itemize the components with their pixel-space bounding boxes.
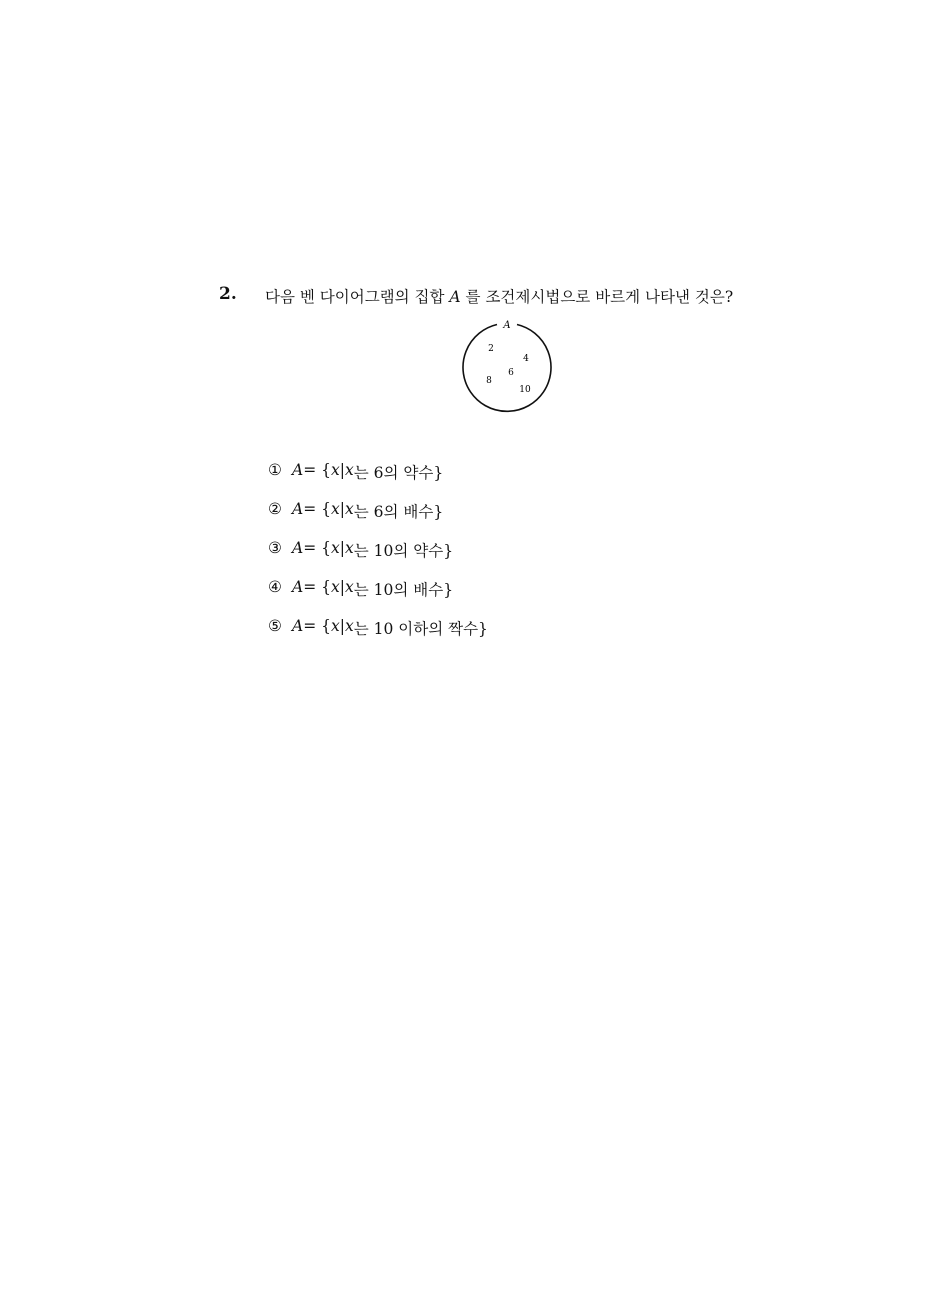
venn-diagram [455,315,561,421]
choice-bar: | [339,578,345,596]
choice-var: x [344,539,354,557]
choice-var: x [330,500,340,518]
choice-3[interactable] [268,539,488,578]
choice-set: A [292,500,304,518]
venn-circle [463,325,551,412]
venn-element: 4 [523,354,529,364]
choice-bar: | [339,539,345,557]
venn-element: 10 [519,385,531,395]
choice-marker: ④ [268,578,282,596]
choice-var: x [330,617,340,635]
choice-marker: ⑤ [268,617,282,635]
choice-set: A [292,539,304,557]
choice-var: x [344,461,354,479]
choice-equals: = { [303,617,331,635]
choice-condition: 는 10의 약수} [353,542,454,560]
choice-equals: = { [303,500,331,518]
choice-var: x [330,461,340,479]
question-number: 2. [219,284,237,304]
venn-element: 8 [486,376,492,386]
choice-marker: ③ [268,539,282,557]
choice-condition: 는 6의 배수} [353,503,444,521]
choice-equals: = { [303,539,331,557]
choice-condition: 는 10 이하의 짝수} [353,620,488,638]
choice-var: x [330,539,340,557]
choice-bar: | [339,500,345,518]
choice-bar: | [339,617,345,635]
choice-marker: ① [268,461,282,479]
question-text [265,285,733,307]
choice-var: x [344,617,354,635]
choice-marker: ② [268,500,282,518]
question-text-after: 를 조건제시법으로 바르게 나타낸 것은? [460,288,734,306]
choice-condition: 는 6의 약수} [353,464,444,482]
choice-1[interactable] [268,461,488,500]
choice-4[interactable] [268,578,488,617]
choice-equals: = { [303,461,331,479]
question-text-before: 다음 벤 다이어그램의 집합 [265,288,450,306]
choice-var: x [344,578,354,596]
choice-equals: = { [303,578,331,596]
choice-var: x [344,500,354,518]
venn-set-label: A [503,320,511,331]
choice-2[interactable] [268,500,488,539]
choice-set: A [292,461,304,479]
question-set-name: A [449,288,461,306]
choice-set: A [292,617,304,635]
choice-5[interactable] [268,617,488,656]
choice-condition: 는 10의 배수} [353,581,454,599]
venn-element: 2 [488,344,494,354]
choice-set: A [292,578,304,596]
choice-var: x [330,578,340,596]
venn-element: 6 [508,368,514,378]
choice-bar: | [339,461,345,479]
answer-choices [268,461,488,656]
